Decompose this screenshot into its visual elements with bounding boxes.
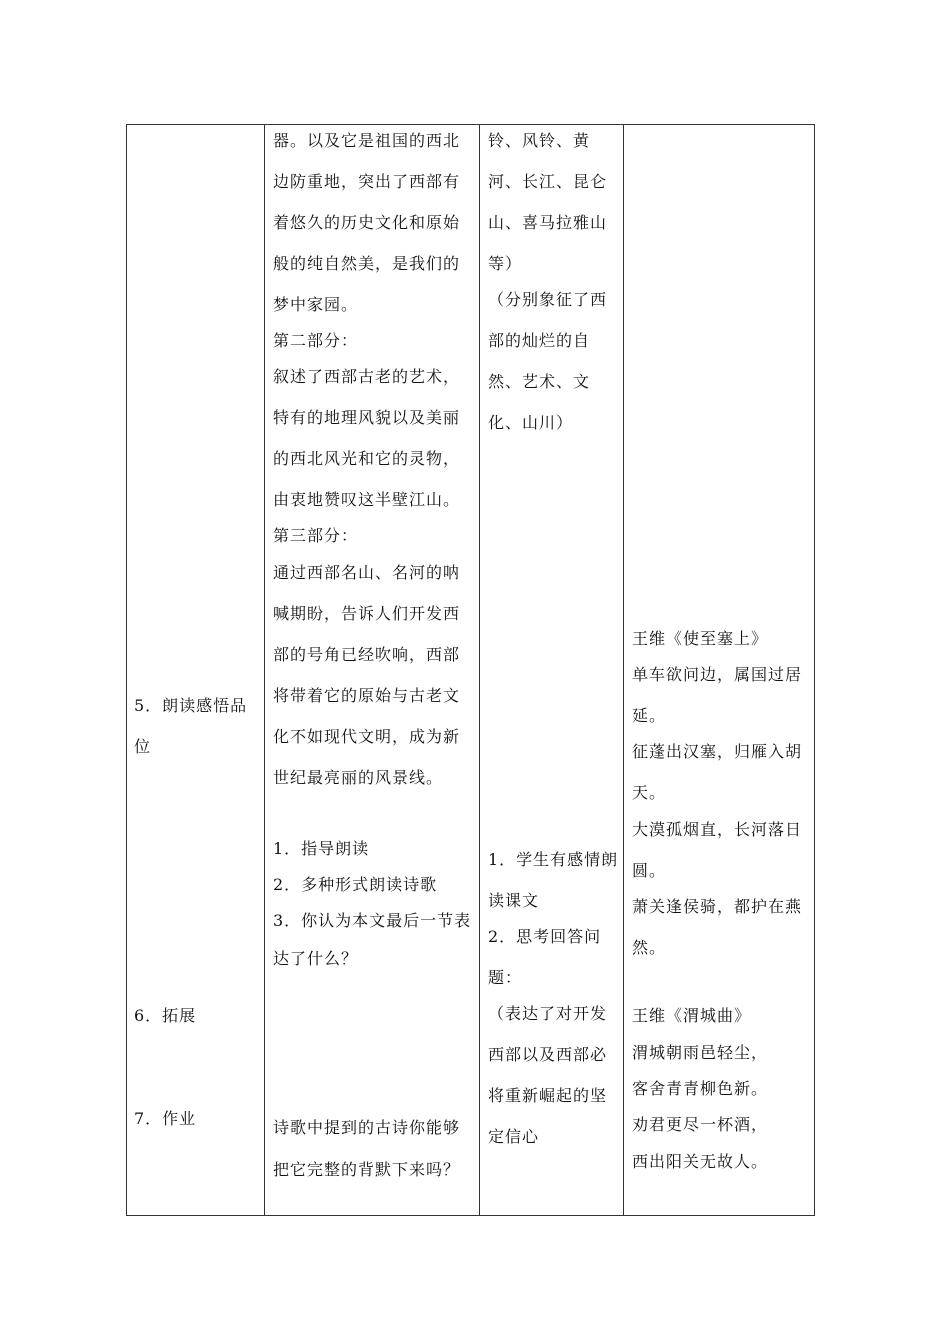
text-line: 等） xyxy=(488,254,523,273)
activity-line: 读课文 xyxy=(488,891,540,910)
text-line: 然、艺术、文 xyxy=(488,372,591,391)
poem-line: 渭城朝雨邑轻尘， xyxy=(632,1043,769,1062)
poem-line: 单车欲问边，属国过居 xyxy=(632,665,803,684)
poem-line: 客舍青青柳色新。 xyxy=(632,1079,769,1098)
poem-title: 王维《使至塞上》 xyxy=(632,629,769,648)
step-7-label: 7．作业 xyxy=(134,1109,197,1128)
text-line: 部的号角已经吹响，西部 xyxy=(273,645,461,664)
column-divider xyxy=(264,124,265,1216)
text-line: 着悠久的历史文化和原始 xyxy=(273,213,461,232)
activity-line: 将重新崛起的坚 xyxy=(488,1086,608,1105)
section-heading: 第二部分： xyxy=(273,331,359,350)
text-line: 般的纯自然美，是我们的 xyxy=(273,254,461,273)
text-line: 化不如现代文明，成为新 xyxy=(273,727,461,746)
activity-line: 1．学生有感情朗 xyxy=(488,850,619,869)
text-line: 部的灿烂的自 xyxy=(488,331,591,350)
poem-line: 然。 xyxy=(632,938,667,957)
step-5-label: 位 xyxy=(134,737,152,756)
text-line: 器。以及它是祖国的西北 xyxy=(273,131,461,150)
column-divider xyxy=(479,124,480,1216)
reading-step: 2．多种形式朗读诗歌 xyxy=(273,875,438,894)
step-5-label: 5．朗读感悟品 xyxy=(134,696,248,715)
homework-text: 把它完整的背默下来吗？ xyxy=(273,1160,461,1179)
text-line: 世纪最亮丽的风景线。 xyxy=(273,768,444,787)
text-line: 铃、风铃、黄 xyxy=(488,131,591,150)
poem-line: 圆。 xyxy=(632,861,667,880)
column-divider xyxy=(623,124,624,1216)
homework-text: 诗歌中提到的古诗你能够 xyxy=(273,1118,461,1137)
reading-step: 3．你认为本文最后一节表 xyxy=(273,911,472,930)
text-line: 的西北风光和它的灵物， xyxy=(273,449,461,468)
poem-line: 大漠孤烟直，长河落日 xyxy=(632,820,803,839)
activity-line: 题： xyxy=(488,968,523,987)
poem-line: 西出阳关无故人。 xyxy=(632,1152,769,1171)
text-line: 由衷地赞叹这半壁江山。 xyxy=(273,490,461,509)
text-line: 山、喜马拉雅山 xyxy=(488,213,608,232)
text-line: 通过西部名山、名河的呐 xyxy=(273,563,461,582)
activity-line: （表达了对开发 xyxy=(488,1004,608,1023)
activity-line: 西部以及西部必 xyxy=(488,1045,608,1064)
poem-line: 延。 xyxy=(632,706,667,725)
poem-line: 萧关逢侯骑，都护在燕 xyxy=(632,897,803,916)
poem-title: 王维《渭城曲》 xyxy=(632,1006,752,1025)
activity-line: 2．思考回答问 xyxy=(488,927,602,946)
text-line: 边防重地，突出了西部有 xyxy=(273,172,461,191)
text-line: 化、山川） xyxy=(488,413,574,432)
activity-line: 定信心 xyxy=(488,1127,540,1146)
poem-line: 天。 xyxy=(632,783,667,802)
reading-step: 1．指导朗读 xyxy=(273,839,370,858)
text-line: 特有的地理风貌以及美丽 xyxy=(273,408,461,427)
reading-step: 达了什么？ xyxy=(273,949,359,968)
text-line: 梦中家园。 xyxy=(273,295,359,314)
text-line: 喊期盼，告诉人们开发西 xyxy=(273,604,461,623)
text-line: 叙述了西部古老的艺术， xyxy=(273,367,461,386)
text-line: 河、长江、昆仑 xyxy=(488,172,608,191)
section-heading: 第三部分： xyxy=(273,526,359,545)
poem-line: 征蓬出汉塞，归雁入胡 xyxy=(632,742,803,761)
step-6-label: 6．拓展 xyxy=(134,1006,197,1025)
text-line: 将带着它的原始与古老文 xyxy=(273,686,461,705)
poem-line: 劝君更尽一杯酒， xyxy=(632,1115,769,1134)
text-line: （分别象征了西 xyxy=(488,290,608,309)
